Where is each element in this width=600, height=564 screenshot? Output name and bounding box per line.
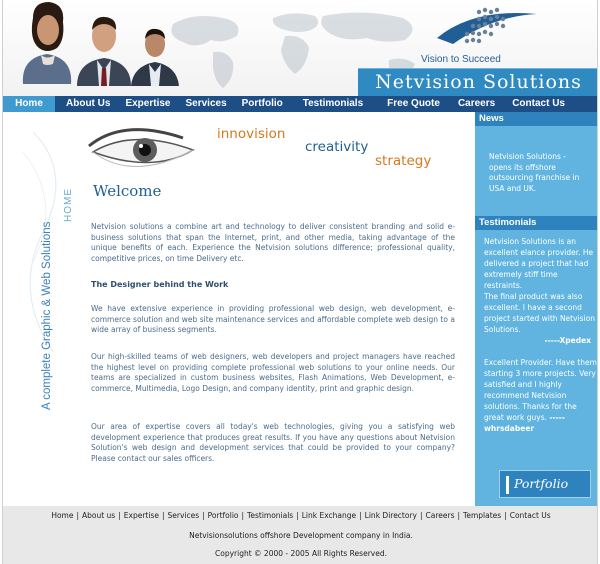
person-man-image	[75, 10, 133, 86]
footer-tagline: Netvisionsolutions offshore Development company in India.	[189, 531, 413, 540]
separator: |	[457, 511, 461, 520]
testimonial-text: The final product was also excellent. I have a second project started with Netvision Solutions.	[484, 292, 595, 334]
separator: |	[202, 511, 205, 520]
left-decor-strip	[3, 112, 77, 506]
person-woman-image	[17, 0, 77, 84]
nav-item-free-quote[interactable]: Free Quote	[387, 98, 440, 109]
separator: |	[296, 511, 299, 520]
footer-link-about-us[interactable]: About us	[82, 511, 116, 520]
separator: |	[241, 511, 245, 520]
header	[3, 0, 598, 96]
intro-paragraph: Netvision solutions a combine art and technology to deliver consistent branding and solid e-business solutions that span the Internet, print, and other media, taking advantage of the unique benefits of each. Experience the Netvision solutions difference; professional quality, competitive prices, on time Delivery etc.	[91, 222, 455, 263]
news-text: Netvision Solutions - opens its offshore outsourcing franchise in USA and UK.	[489, 152, 580, 193]
welcome-heading: Welcome	[93, 182, 162, 200]
home-vertical-label: HOME	[63, 188, 74, 222]
footer-link-services[interactable]: Services	[167, 511, 200, 520]
nav-item-expertise[interactable]: Expertise	[125, 98, 171, 109]
tagline: Vision to Succeed	[421, 54, 501, 65]
page-frame	[2, 0, 598, 564]
vertical-slogan: A complete Graphic & Web Solutions	[41, 221, 53, 410]
nav-item-contact-us[interactable]: Contact Us	[512, 98, 565, 109]
logo-text: Netvision Solutions	[375, 71, 582, 93]
portfolio-label: Portfolio	[514, 476, 569, 491]
experience-paragraph: We have extensive experience in providing professional web design, web development, e-commerce solution and web site maintenance services and affordable complete web design to a wide array of business segments.	[91, 304, 455, 334]
footer-link-contact-us[interactable]: Contact Us	[509, 511, 551, 520]
footer-link-testimonials[interactable]: Testimonials	[247, 511, 294, 520]
testimonials-content	[484, 236, 597, 434]
portfolio-bar-icon	[506, 476, 509, 494]
right-sidebar	[475, 112, 598, 506]
footer-copyright: Copyright © 2000 - 2005 All Rights Reserved.	[215, 549, 387, 558]
testimonial-text: Netvision Solutions is an excellent elance provider. He delivered a project that had extremely stiff time restraints.	[484, 237, 594, 290]
designer-heading: The Designer behind the Work	[91, 280, 229, 289]
portfolio-button[interactable]	[499, 470, 591, 498]
footer-link-expertise[interactable]: Expertise	[123, 511, 159, 520]
separator: |	[76, 511, 79, 520]
testimonials-title: Testimonials	[475, 216, 598, 230]
footer-link-link-directory[interactable]: Link Directory	[364, 511, 417, 520]
expertise-paragraph: Our area of expertise covers all today's web technologies, giving you a satisfying web development experience that produces great results. If you have any questions about Netvision Solution's web design and development services that could be provided to your company? Please contact our sales officers.	[91, 422, 455, 463]
word-innovision: innovision	[217, 126, 286, 142]
logo-swoosh-icon	[433, 4, 553, 56]
footer-link-link-exchange[interactable]: Link Exchange	[301, 511, 357, 520]
testimonial-signature: -----whrsdabeer	[484, 413, 565, 433]
swirl-decoration	[3, 112, 77, 506]
word-strategy: strategy	[375, 153, 432, 169]
separator: |	[161, 511, 165, 520]
separator: |	[359, 511, 362, 520]
footer-link-portfolio[interactable]: Portfolio	[207, 511, 239, 520]
footer-links	[3, 511, 598, 520]
nav-item-testimonials[interactable]: Testimonials	[302, 98, 364, 109]
separator: |	[118, 511, 121, 520]
footer-link-home[interactable]: Home	[51, 511, 74, 520]
news-title: News	[475, 112, 598, 126]
word-creativity: creativity	[305, 139, 369, 155]
footer	[3, 506, 598, 564]
main-nav	[3, 96, 598, 112]
testimonial-signature: -----Xpedex	[544, 336, 591, 345]
testimonial-text: Excellent Provider. Have them starting 3 more projects. Very satisfied and I highly recommend Netvision solutions. Thanks for the great work guys.	[484, 358, 597, 422]
separator: |	[419, 511, 423, 520]
nav-item-services[interactable]: Services	[185, 98, 227, 109]
nav-item-careers[interactable]: Careers	[457, 98, 496, 109]
nav-item-about-us[interactable]: About Us	[66, 98, 111, 109]
nav-item-home[interactable]: Home	[3, 96, 55, 112]
main-content	[63, 112, 473, 506]
eye-image	[83, 116, 213, 186]
footer-link-templates[interactable]: Templates	[463, 511, 502, 520]
teams-paragraph: Our high-skilled teams of web designers, web developers and project managers have reached the highest level on providing complete professional web solutions to your online needs. Our teams are specialized in custom business websites, Flash Animations, Web Development, e-commerce, Multimedia, Logo Design, and company identity, print and graphic design.	[91, 352, 455, 393]
separator: |	[504, 511, 507, 520]
person-man-image	[131, 22, 179, 86]
nav-item-portfolio[interactable]: Portfolio	[241, 98, 283, 109]
logo-banner[interactable]	[358, 68, 598, 96]
footer-link-careers[interactable]: Careers	[425, 511, 455, 520]
